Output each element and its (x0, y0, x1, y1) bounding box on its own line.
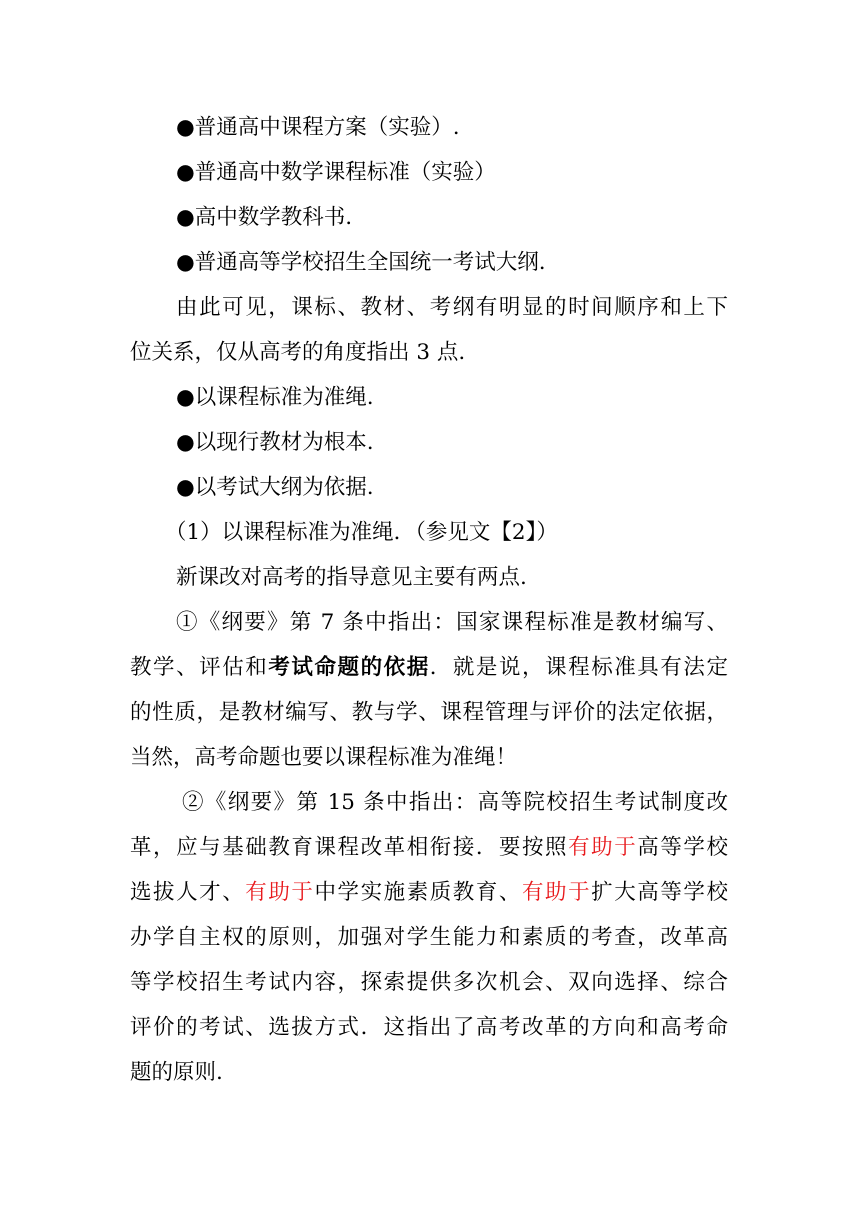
highlight-phrase: 有助于 (568, 835, 638, 860)
paragraph-line: 由此可见，课标、教材、考纲有明显的时间顺序和上下 (176, 295, 728, 320)
paragraph-line (130, 652, 728, 684)
text-run: 扩大高等学校 (591, 880, 728, 905)
bullet-curriculum-plan: ●普通高中课程方案（实验）. (176, 115, 460, 140)
text-run: ．就是说，课程标准具有法定 (429, 655, 728, 680)
section-heading: （1）以课程标准为准绳．（参见文【2】） (165, 520, 558, 545)
bullet-exam-outline: ●普通高等学校招生全国统一考试大纲. (176, 250, 546, 275)
paragraph-line: ①《纲要》第 7 条中指出：国家课程标准是教材编写、 (176, 610, 728, 635)
text-run: 选拔人才、 (130, 880, 246, 905)
bullet-standard-guideline: ●以课程标准为准绳. (176, 385, 374, 410)
highlight-phrase: 有助于 (521, 880, 592, 905)
paragraph-line (130, 832, 728, 864)
text-run: 教学、评估和 (130, 655, 269, 680)
text-run: 中学实施素质教育、 (314, 880, 522, 905)
bullet-textbook: ●高中数学教科书. (176, 205, 353, 230)
bullet-outline-basis: ●以考试大纲为依据. (176, 475, 374, 500)
paragraph-line: 评价的考试、选拔方式．这指出了高考改革的方向和高考命 (130, 1015, 728, 1040)
paragraph-line: 等学校招生考试内容，探索提供多次机会、双向选择、综合 (130, 970, 728, 995)
paragraph-line: 位关系，仅从高考的角度指出 3 点. (130, 340, 466, 365)
paragraph-line: ②《纲要》第 15 条中指出：高等院校招生考试制度改 (182, 790, 728, 815)
paragraph-line: 题的原则. (130, 1060, 223, 1085)
text-run: 革，应与基础教育课程改革相衔接．要按照 (130, 835, 569, 860)
paragraph-line: 办学自主权的原则，加强对学生能力和素质的考查，改革高 (130, 925, 728, 950)
bold-phrase: 考试命题的依据 (268, 655, 430, 680)
paragraph-line (130, 877, 728, 909)
paragraph-line: 的性质，是教材编写、教与学、课程管理与评价的法定依据， (130, 700, 728, 725)
text-run: 高等学校 (637, 835, 728, 860)
paragraph-line: 当然，高考命题也要以课程标准为准绳！ (130, 745, 518, 770)
bullet-textbook-foundation: ●以现行教材为根本. (176, 430, 374, 455)
paragraph-line: 新课改对高考的指导意见主要有两点. (176, 565, 527, 590)
highlight-phrase: 有助于 (245, 880, 315, 905)
bullet-math-standard: ●普通高中数学课程标准（实验） (176, 160, 496, 185)
